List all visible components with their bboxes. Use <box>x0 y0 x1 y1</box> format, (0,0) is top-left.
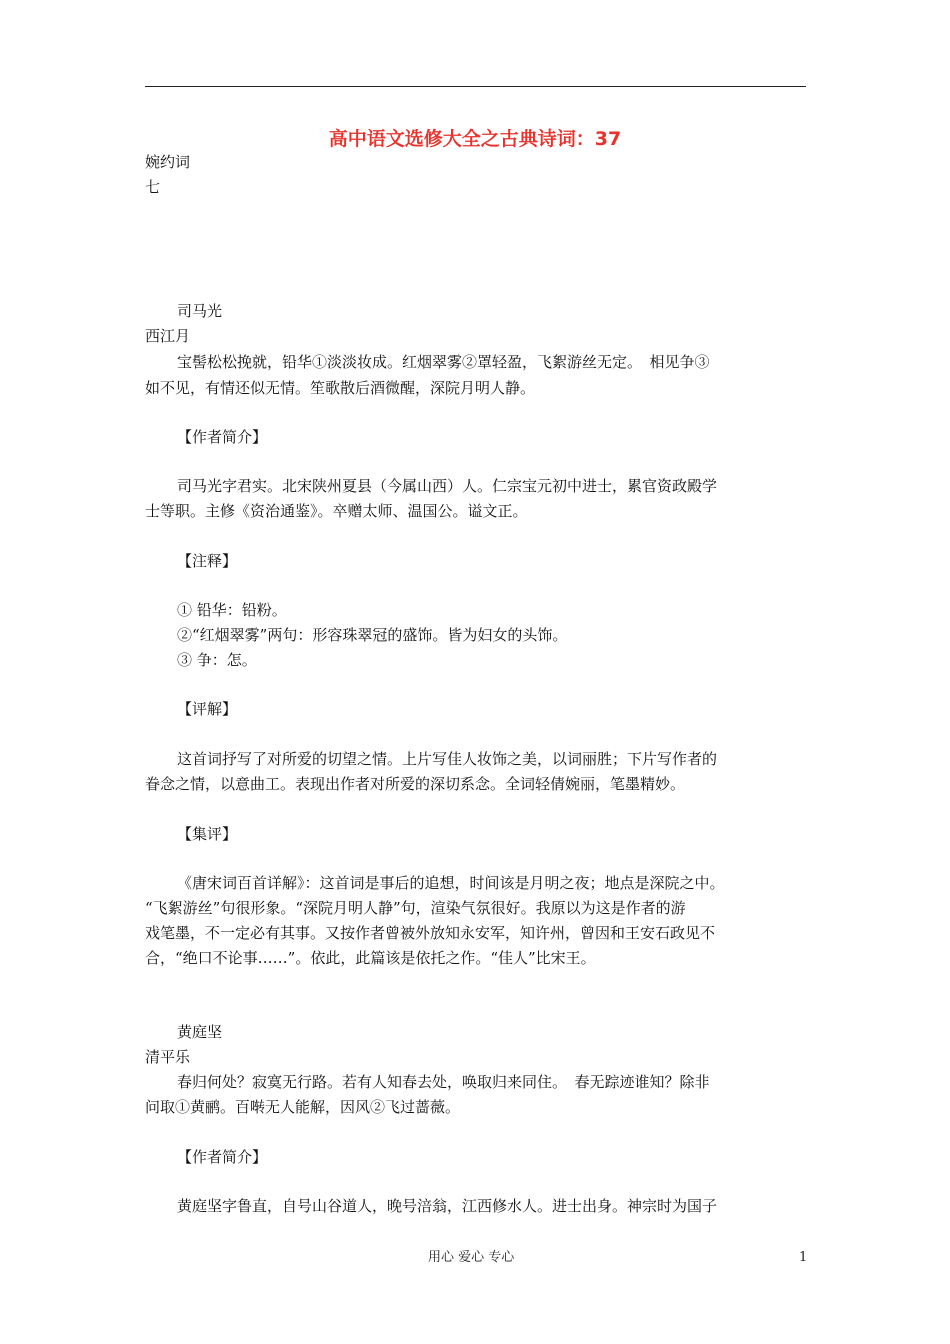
poem1-notes-heading: 【注释】 <box>177 552 238 570</box>
poem1-collected-heading: 【集评】 <box>177 825 238 843</box>
poem1-bio-heading: 【作者简介】 <box>177 428 268 446</box>
poem2-text-line: 春归何处？寂寞无行路。若有人知春去处，唤取归来同住。 春无踪迹谁知？除非 <box>177 1073 710 1091</box>
poem1-bio-line: 士等职。主修《资治通鉴》。卒赠太师、温国公。谥文正。 <box>145 502 528 520</box>
poem1-bio-line: 司马光字君实。北宋陕州夏县（今属山西）人。仁宗宝元初中进士，累官资政殿学 <box>177 477 718 495</box>
document-title: 高中语文选修大全之古典诗词：37 <box>328 128 622 150</box>
category-label: 婉约词 <box>145 153 191 171</box>
poem1-text-line: 宝髻松松挽就，铅华①淡淡妆成。红烟翠雾②罩轻盈，飞絮游丝无定。 相见争③ <box>177 353 710 371</box>
poem1-analysis-heading: 【评解】 <box>177 700 238 718</box>
poem1-collected-line: “飞絮游丝”句很形象。“深院月明人静”句，渲染气氛很好。我原以为这是作者的游 <box>145 899 686 917</box>
poem1-text-line: 如不见，有情还似无情。笙歌散后酒微醒，深院月明人静。 <box>145 379 536 397</box>
poem1-note: ②“红烟翠雾”两句：形容珠翠冠的盛饰。皆为妇女的头饰。 <box>177 626 568 644</box>
poem1-author: 司马光 <box>177 302 223 320</box>
poem2-bio-heading: 【作者简介】 <box>177 1148 268 1166</box>
poem2-bio-line: 黄庭坚字鲁直，自号山谷道人，晚号涪翁，江西修水人。进士出身。神宗时为国子 <box>177 1197 718 1215</box>
poem1-collected-line: 《唐宋词百首详解》：这首词是事后的追想，时间该是月明之夜；地点是深院之中。 <box>177 874 725 892</box>
poem1-analysis-line: 这首词抒写了对所爱的切望之情。上片写佳人妆饰之美，以词丽胜；下片写作者的 <box>177 750 718 768</box>
header-rule <box>145 86 806 87</box>
poem1-collected-line: 戏笔墨，不一定必有其事。又按作者曾被外放知永安军，知许州，曾因和王安石政见不 <box>145 924 716 942</box>
poem1-analysis-line: 眷念之情，以意曲工。表现出作者对所爱的深切系念。全词轻倩婉丽，笔墨精妙。 <box>145 775 686 793</box>
poem1-note: ① 铅华：铅粉。 <box>177 601 287 619</box>
poem2-author: 黄庭坚 <box>177 1023 223 1041</box>
poem1-note: ③ 争：怎。 <box>177 651 257 669</box>
poem1-collected-line: 合，“绝口不论事……”。依此，此篇该是依托之作。“佳人”比宋王。 <box>145 949 596 967</box>
poem1-tune: 西江月 <box>145 327 191 345</box>
footer-motto: 用心 爱心 专心 <box>428 1250 515 1265</box>
section-number: 七 <box>145 178 161 196</box>
poem2-text-line: 问取①黄鹂。百啭无人能解，因风②飞过蔷薇。 <box>145 1098 461 1116</box>
poem2-tune: 清平乐 <box>145 1048 191 1066</box>
page-number: 1 <box>799 1250 808 1265</box>
